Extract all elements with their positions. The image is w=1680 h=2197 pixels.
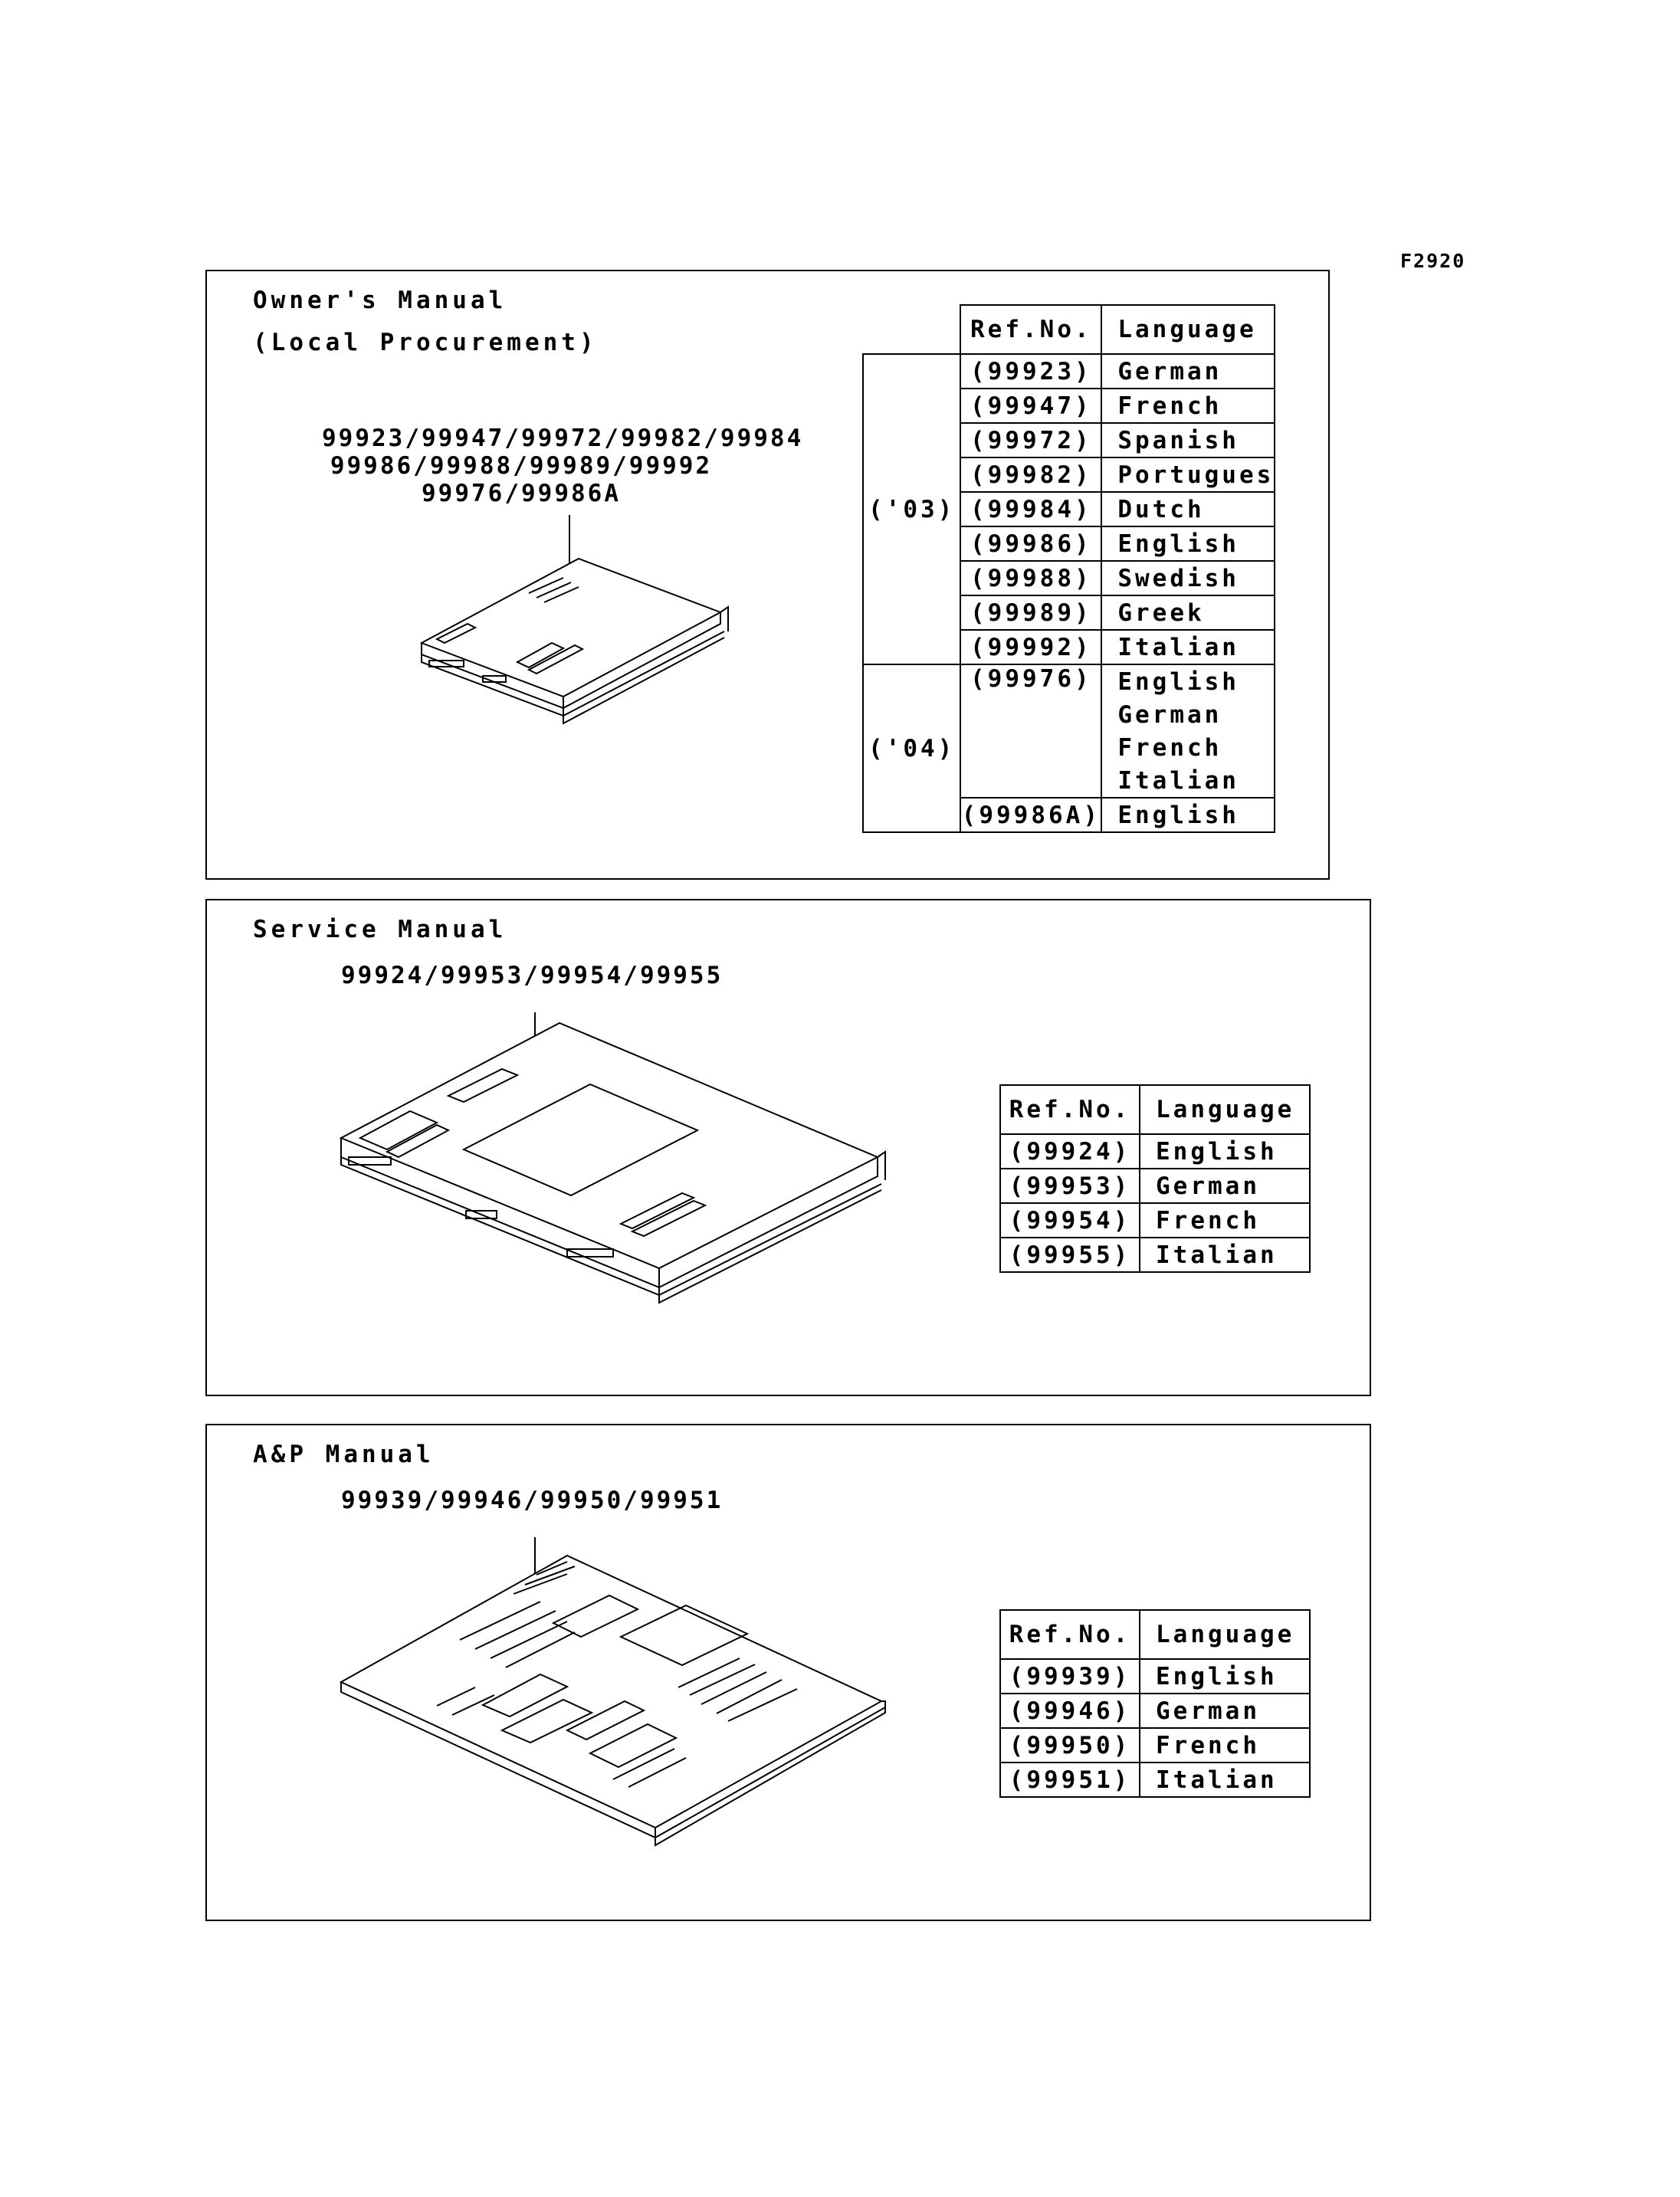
table-header-row [1000,1610,1310,1659]
ref-no-cell: (99984) [960,492,1101,526]
ref-no-cell: (99988) [960,561,1101,595]
language-header: Language [1140,1610,1310,1659]
part-number-line: 99939/99946/99950/99951 [341,1487,724,1514]
ref-no-cell: (99939) [1000,1659,1140,1694]
language-header: Language [1101,305,1275,354]
language-cell: Greek [1101,595,1275,630]
ap-manual-leaflet-illustration [337,1556,889,1877]
owners-manual-part-numbers [322,425,804,507]
ref-no-cell: (99972) [960,423,1101,457]
ref-no-header: Ref.No. [960,305,1101,354]
table-row [1000,1694,1310,1728]
table-corner-blank [863,305,960,354]
ref-no-cell: (99989) [960,595,1101,630]
ref-no-cell: (99951) [1000,1763,1140,1797]
ref-no-cell: (99950) [1000,1728,1140,1763]
table-row [863,354,1275,389]
ap-manual-panel [205,1424,1371,1921]
ref-no-cell: (99924) [1000,1134,1140,1169]
language-cell: Dutch [1101,492,1275,526]
year-group-label: ('03) [863,354,960,664]
service-manual-ref-table [999,1084,1311,1273]
ref-no-cell: (99946) [1000,1694,1140,1728]
table-row [1000,1169,1310,1203]
language-cell: Italian [1140,1763,1310,1797]
language-cell: Italian [1101,630,1275,664]
table-header-row [1000,1085,1310,1134]
owners-manual-panel [205,270,1330,880]
language-cell: Italian [1101,764,1275,798]
language-cell: French [1140,1728,1310,1763]
language-cell: German [1140,1169,1310,1203]
ref-no-cell: (99955) [1000,1238,1140,1272]
year-group-label: ('04) [863,664,960,832]
language-cell: English [1101,798,1275,832]
table-row [1000,1659,1310,1694]
ap-manual-title: A&P Manual [253,1441,435,1468]
table-row [1000,1134,1310,1169]
language-cell: English [1140,1134,1310,1169]
table-row [863,664,1275,698]
language-cell: Swedish [1101,561,1275,595]
owners-manual-title: Owner's Manual [253,287,507,314]
ref-no-cell: (99953) [1000,1169,1140,1203]
language-cell: German [1101,698,1275,731]
language-cell: French [1101,389,1275,423]
ap-manual-part-numbers [341,1487,723,1514]
ref-no-cell: (99992) [960,630,1101,664]
language-cell: French [1101,731,1275,764]
ref-no-cell: (99976) [960,664,1101,798]
table-row [1000,1238,1310,1272]
table-row [1000,1763,1310,1797]
part-number-line: 99976/99986A [422,480,621,507]
ref-no-cell: (99947) [960,389,1101,423]
language-cell: French [1140,1203,1310,1238]
ap-manual-ref-table [999,1609,1311,1798]
service-manual-part-numbers [341,962,723,989]
language-cell: German [1140,1694,1310,1728]
language-cell: English [1101,526,1275,561]
ref-no-cell: (99982) [960,457,1101,492]
table-row [1000,1203,1310,1238]
table-header-row [863,305,1275,354]
ref-no-cell: (99986) [960,526,1101,561]
language-cell: English [1140,1659,1310,1694]
language-cell: Italian [1140,1238,1310,1272]
part-number-line: 99924/99953/99954/99955 [341,962,724,989]
ref-no-header: Ref.No. [1000,1610,1140,1659]
table-row [1000,1728,1310,1763]
ref-no-cell: (99986A) [960,798,1101,832]
language-cell: Portugues [1101,457,1275,492]
part-number-line: 99986/99988/99989/99992 [330,452,713,480]
part-number-line: 99923/99947/99972/99982/99984 [322,425,804,452]
ref-no-header: Ref.No. [1000,1085,1140,1134]
language-cell: English [1101,664,1275,698]
owners-manual-subtitle: (Local Procurement) [253,329,598,356]
service-manual-panel [205,899,1371,1396]
language-header: Language [1140,1085,1310,1134]
owners-manual-ref-table [862,304,1275,833]
language-cell: Spanish [1101,423,1275,457]
service-manual-book-illustration [337,1015,889,1276]
owners-manual-booklet-illustration [414,547,751,739]
ref-no-cell: (99954) [1000,1203,1140,1238]
language-cell: German [1101,354,1275,389]
service-manual-title: Service Manual [253,916,507,943]
figure-id: F2920 [1400,250,1466,272]
ref-no-cell: (99923) [960,354,1101,389]
